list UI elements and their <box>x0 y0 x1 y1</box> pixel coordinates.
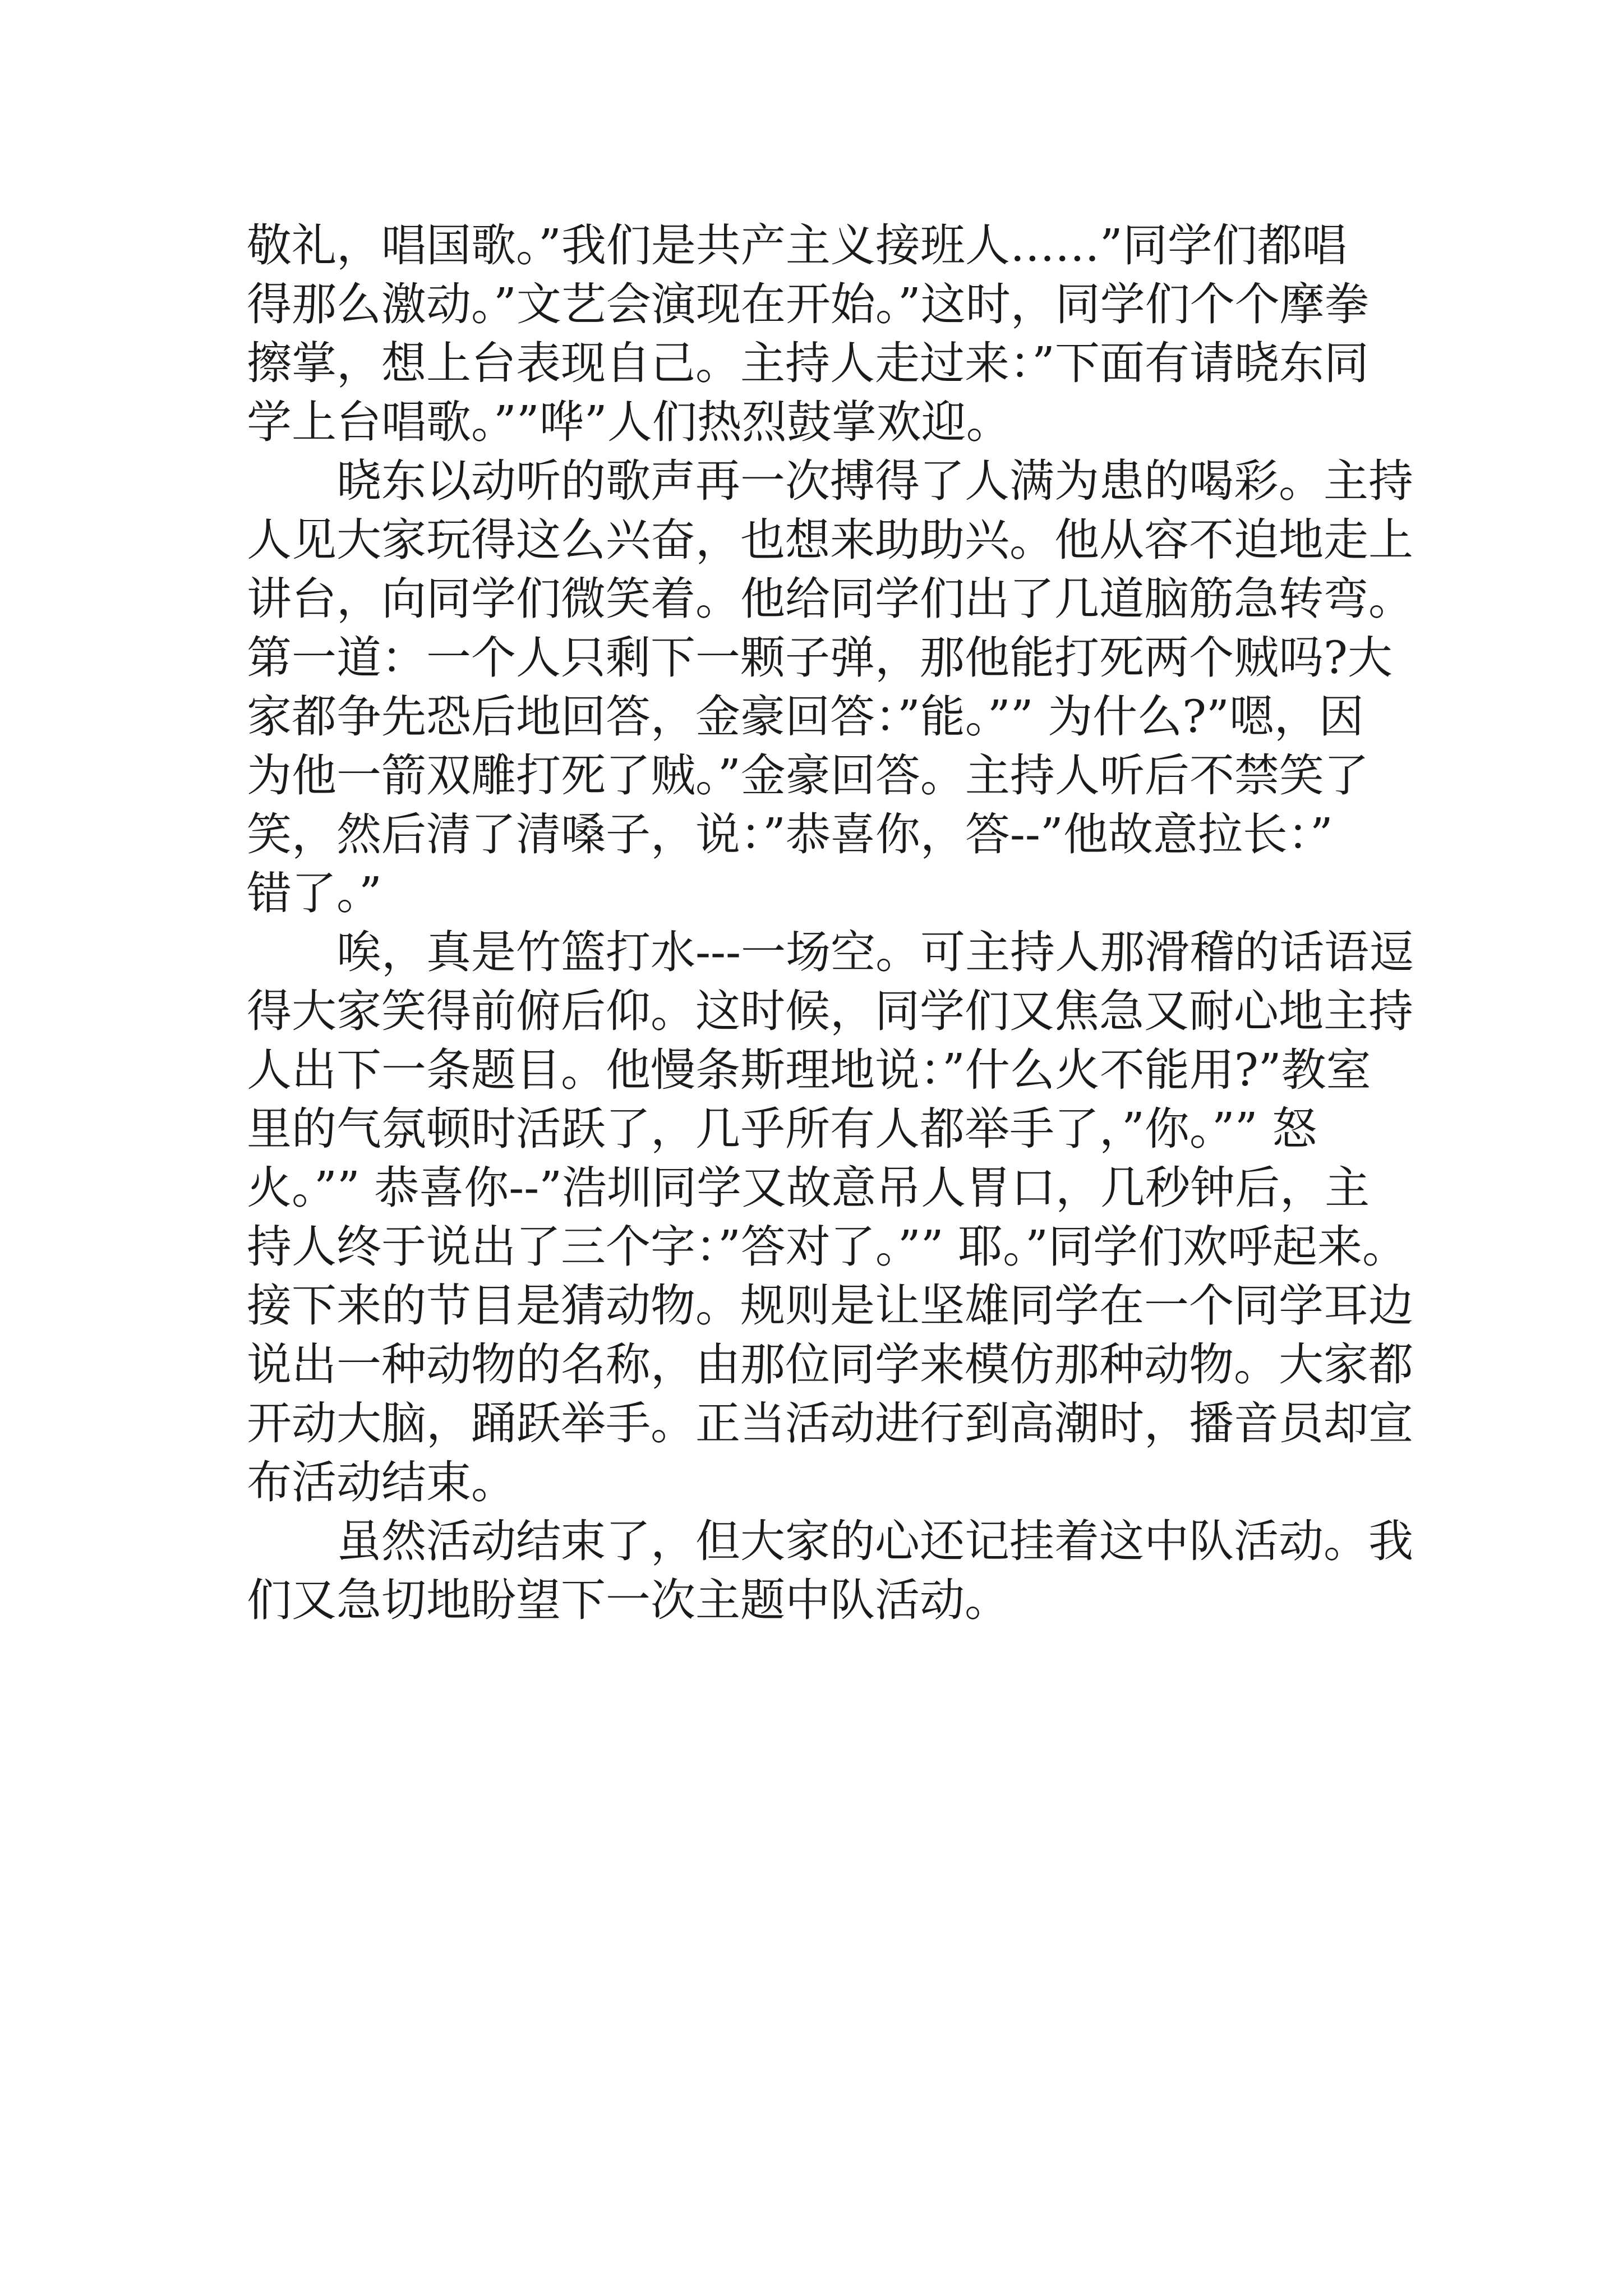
text-line: 接下来的节目是猜动物。规则是让坚雄同学在一个同学耳边 <box>247 1280 1413 1332</box>
text-line: 学上台唱歌。””哗”人们热烈鼓掌欢迎。 <box>247 396 1011 448</box>
text-line: 笑，然后清了清嗓子，说：”恭喜你，答--”他故意拉长：” <box>247 808 1333 861</box>
text-line: 擦掌，想上台表现自己。主持人走过来：”下面有请晓东同 <box>247 337 1369 389</box>
paragraph-2 <box>247 452 1413 923</box>
text-line: 火。”” 恭喜你--”浩圳同学又故意吊人胃口，几秒钟后，主 <box>247 1162 1370 1214</box>
text-line: 持人终于说出了三个字：”答对了。”” 耶。”同学们欢呼起来。 <box>247 1221 1408 1273</box>
text-line: 布活动结束。 <box>247 1456 516 1508</box>
text-line: 唉，真是竹篮打水---一场空。可主持人那滑稽的话语逗 <box>336 926 1414 978</box>
text-line: 虽然活动结束了，但大家的心还记挂着这中队活动。我 <box>336 1515 1413 1567</box>
text-line: 开动大脑，踊跃举手。正当活动进行到高潮时，播音员却宣 <box>247 1397 1413 1450</box>
text-line: 晓东以动听的歌声再一次搏得了人满为患的喝彩。主持 <box>336 455 1413 507</box>
text-line: 得大家笑得前俯后仰。这时候，同学们又焦急又耐心地主持 <box>247 985 1413 1037</box>
article-body <box>247 216 1414 1630</box>
paragraph-3 <box>247 923 1414 1512</box>
text-line: 人见大家玩得这么兴奋，也想来助助兴。他从容不迫地走上 <box>247 514 1413 566</box>
text-line: 里的气氛顿时活跃了，几乎所有人都举手了，”你。”” 怒 <box>247 1103 1317 1155</box>
text-line: 错了。” <box>247 867 382 919</box>
text-line: 第一道：一个人只剩下一颗子弹，那他能打死两个贼吗?大 <box>247 632 1393 684</box>
paragraph-4 <box>247 1512 1413 1630</box>
text-line: 说出一种动物的名称，由那位同学来模仿那种动物。大家都 <box>247 1338 1413 1391</box>
paragraph-1 <box>247 216 1391 452</box>
text-line: 人出下一条题目。他慢条斯理地说：”什么火不能用?”教室 <box>247 1044 1371 1096</box>
text-line: 为他一箭双雕打死了贼。”金豪回答。主持人听后不禁笑了 <box>247 749 1369 802</box>
text-line: 敬礼，唱国歌。”我们是共产主义接班人……”同学们都唱 <box>247 219 1347 272</box>
text-line: 得那么激动。”文艺会演现在开始。”这时，同学们个个摩拳 <box>247 278 1370 330</box>
text-line: 家都争先恐后地回答，金豪回答：”能。”” 为什么?”嗯，因 <box>247 691 1364 743</box>
text-line: 们又急切地盼望下一次主题中队活动。 <box>247 1574 1009 1626</box>
text-line: 讲台，向同学们微笑着。他给同学们出了几道脑筋急转弯。 <box>247 573 1413 625</box>
